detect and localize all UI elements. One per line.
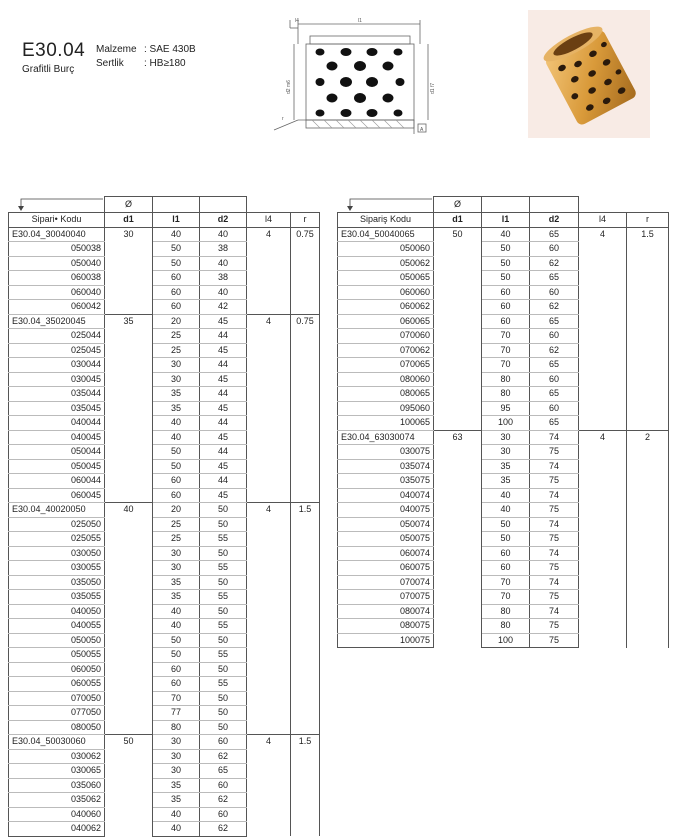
- parts-table-right: [337, 196, 669, 648]
- cell-l1: 40: [153, 430, 200, 445]
- order-code: 050060: [338, 242, 434, 257]
- cell-l1: 35: [153, 778, 200, 793]
- order-code: 025045: [9, 343, 105, 358]
- group-r: 1.5: [627, 227, 669, 430]
- cell-l1: 40: [482, 488, 530, 503]
- order-code: 070065: [338, 358, 434, 373]
- cell-l1: 40: [482, 503, 530, 518]
- cell-d2: 74: [530, 517, 579, 532]
- col-header-d2: d2: [200, 213, 247, 228]
- cell-d2: 50: [200, 575, 247, 590]
- cell-d2: 44: [200, 329, 247, 344]
- order-code: 070050: [9, 691, 105, 706]
- cell-d2: 74: [530, 488, 579, 503]
- order-code: 095060: [338, 401, 434, 416]
- cell-d2: 75: [530, 445, 579, 460]
- cell-l1: 50: [482, 532, 530, 547]
- cell-l1: 60: [153, 300, 200, 315]
- col-header-l1: l1: [482, 213, 530, 228]
- order-code: 035074: [338, 459, 434, 474]
- group-d1: 30: [105, 227, 153, 314]
- cell-d2: 45: [200, 430, 247, 445]
- cell-d2: 60: [530, 285, 579, 300]
- cell-d2: 60: [530, 401, 579, 416]
- order-code: 050062: [338, 256, 434, 271]
- dim-label-d2: d2 m6: [286, 80, 292, 94]
- cell-l1: 70: [482, 590, 530, 605]
- order-code: 100075: [338, 633, 434, 648]
- top-blank: [291, 197, 320, 213]
- top-blank: [247, 197, 291, 213]
- order-code: 080074: [338, 604, 434, 619]
- cell-d2: 44: [200, 416, 247, 431]
- material-label: Malzeme: [96, 44, 137, 55]
- order-code: 050038: [9, 242, 105, 257]
- order-code: 070075: [338, 590, 434, 605]
- order-code: 035075: [338, 474, 434, 489]
- cell-d2: 74: [530, 575, 579, 590]
- cell-d2: 50: [200, 517, 247, 532]
- cell-l1: 30: [153, 764, 200, 779]
- order-code: 040044: [9, 416, 105, 431]
- cell-l1: 40: [482, 227, 530, 242]
- cell-d2: 45: [200, 343, 247, 358]
- cell-d2: 60: [530, 372, 579, 387]
- top-spacer-l1: [153, 197, 200, 213]
- col-header-d2: d2: [530, 213, 579, 228]
- cell-l1: 60: [153, 474, 200, 489]
- cell-l1: 50: [482, 271, 530, 286]
- cell-l1: 80: [482, 604, 530, 619]
- dim-label-l4: l4: [295, 18, 299, 24]
- group-d1: 40: [105, 503, 153, 735]
- cell-l1: 25: [153, 517, 200, 532]
- order-code: 040055: [9, 619, 105, 634]
- cell-l1: 50: [482, 242, 530, 257]
- header-code: E30.04: [22, 40, 86, 61]
- cell-l1: 30: [153, 735, 200, 750]
- dim-label-l1: l1: [358, 18, 362, 24]
- col-header-d1: d1: [105, 213, 153, 228]
- cell-d2: 55: [200, 590, 247, 605]
- order-code: 040045: [9, 430, 105, 445]
- order-code: 025055: [9, 532, 105, 547]
- group-l4: 4: [247, 314, 291, 503]
- cell-l1: 60: [482, 546, 530, 561]
- cell-l1: 60: [482, 300, 530, 315]
- cell-d2: 50: [200, 604, 247, 619]
- table-row: [338, 227, 669, 242]
- table-row: [9, 314, 320, 329]
- cell-l1: 50: [153, 256, 200, 271]
- cell-l1: 100: [482, 633, 530, 648]
- order-code: 035050: [9, 575, 105, 590]
- cell-l1: 70: [482, 343, 530, 358]
- col-header-r: r: [291, 213, 320, 228]
- order-code-arrow: [338, 197, 434, 213]
- cell-l1: 50: [153, 445, 200, 460]
- cell-d2: 62: [530, 256, 579, 271]
- order-code: E30.04_40020050: [9, 503, 105, 518]
- cell-d2: 44: [200, 445, 247, 460]
- order-code: 050044: [9, 445, 105, 460]
- order-code: 030065: [9, 764, 105, 779]
- order-code: 040062: [9, 822, 105, 837]
- order-code: 035055: [9, 590, 105, 605]
- group-r: 1.5: [291, 735, 320, 837]
- group-l4: 4: [247, 227, 291, 314]
- cell-l1: 30: [153, 561, 200, 576]
- order-code: 050040: [9, 256, 105, 271]
- group-l4: 4: [247, 735, 291, 837]
- cell-l1: 30: [153, 358, 200, 373]
- order-code: 080065: [338, 387, 434, 402]
- cell-d2: 74: [530, 459, 579, 474]
- cell-d2: 44: [200, 387, 247, 402]
- order-code: E30.04_50030060: [9, 735, 105, 750]
- order-code: 060065: [338, 314, 434, 329]
- cell-d2: 44: [200, 358, 247, 373]
- order-code: 040074: [338, 488, 434, 503]
- cell-l1: 50: [482, 256, 530, 271]
- cell-l1: 50: [153, 648, 200, 663]
- cell-d2: 50: [200, 662, 247, 677]
- cell-l1: 50: [153, 242, 200, 257]
- cell-l1: 30: [482, 445, 530, 460]
- order-code: 030062: [9, 749, 105, 764]
- cell-d2: 75: [530, 619, 579, 634]
- group-r: 1.5: [291, 503, 320, 735]
- cell-l1: 35: [153, 575, 200, 590]
- cell-d2: 60: [200, 735, 247, 750]
- order-code: 030044: [9, 358, 105, 373]
- order-code: 035045: [9, 401, 105, 416]
- cell-l1: 20: [153, 314, 200, 329]
- order-code: 077050: [9, 706, 105, 721]
- order-code: 070074: [338, 575, 434, 590]
- order-code: 060038: [9, 271, 105, 286]
- order-code: 060042: [9, 300, 105, 315]
- cell-l1: 35: [153, 590, 200, 605]
- order-code: 060055: [9, 677, 105, 692]
- cell-l1: 80: [482, 372, 530, 387]
- group-d1: 63: [434, 430, 482, 648]
- cell-d2: 74: [530, 430, 579, 445]
- group-l4: 4: [579, 227, 627, 430]
- cell-d2: 62: [530, 300, 579, 315]
- cell-l1: 40: [153, 822, 200, 837]
- order-code: 060044: [9, 474, 105, 489]
- order-code: 060075: [338, 561, 434, 576]
- group-r: 0.75: [291, 314, 320, 503]
- group-d1: 35: [105, 314, 153, 503]
- dim-label-r: r: [282, 116, 284, 122]
- order-code: 040050: [9, 604, 105, 619]
- order-code: 060062: [338, 300, 434, 315]
- cell-d2: 38: [200, 271, 247, 286]
- order-code: 050074: [338, 517, 434, 532]
- technical-drawing: [268, 14, 446, 136]
- cell-d2: 38: [200, 242, 247, 257]
- top-blank: [579, 197, 627, 213]
- order-code: 060050: [9, 662, 105, 677]
- cell-l1: 80: [153, 720, 200, 735]
- cell-d2: 60: [530, 242, 579, 257]
- group-l4: 4: [247, 503, 291, 735]
- cell-l1: 80: [482, 619, 530, 634]
- cell-l1: 35: [153, 387, 200, 402]
- order-code: 070060: [338, 329, 434, 344]
- top-spacer-d2: [200, 197, 247, 213]
- group-d1: 50: [434, 227, 482, 430]
- order-code: 035062: [9, 793, 105, 808]
- cell-l1: 60: [482, 314, 530, 329]
- cell-d2: 55: [200, 677, 247, 692]
- group-d1: 50: [105, 735, 153, 837]
- top-spacer-l1: [482, 197, 530, 213]
- cell-d2: 75: [530, 474, 579, 489]
- cell-d2: 55: [200, 532, 247, 547]
- cell-l1: 60: [153, 285, 200, 300]
- cell-d2: 75: [530, 532, 579, 547]
- cell-l1: 95: [482, 401, 530, 416]
- order-code: E30.04_30040040: [9, 227, 105, 242]
- cell-l1: 70: [482, 329, 530, 344]
- cell-d2: 45: [200, 488, 247, 503]
- group-r: 0.75: [291, 227, 320, 314]
- order-code: 035060: [9, 778, 105, 793]
- table-row: [338, 430, 669, 445]
- material-value: : SAE 430B: [144, 44, 196, 55]
- order-code: E30.04_50040065: [338, 227, 434, 242]
- order-code: 100065: [338, 416, 434, 431]
- cell-d2: 75: [530, 503, 579, 518]
- cell-l1: 50: [153, 459, 200, 474]
- cell-l1: 70: [482, 358, 530, 373]
- order-code: 040075: [338, 503, 434, 518]
- cell-l1: 60: [482, 285, 530, 300]
- cell-l1: 30: [153, 372, 200, 387]
- cell-d2: 45: [200, 459, 247, 474]
- cell-d2: 55: [200, 648, 247, 663]
- order-code: E30.04_63030074: [338, 430, 434, 445]
- cell-d2: 45: [200, 401, 247, 416]
- cell-l1: 30: [482, 430, 530, 445]
- top-spacer-d2: [530, 197, 579, 213]
- cell-d2: 50: [200, 706, 247, 721]
- cell-d2: 62: [200, 822, 247, 837]
- order-code: 025044: [9, 329, 105, 344]
- cell-l1: 20: [153, 503, 200, 518]
- cell-l1: 35: [482, 474, 530, 489]
- hardness-spec: [96, 58, 186, 69]
- cell-d2: 50: [200, 546, 247, 561]
- cell-l1: 60: [153, 662, 200, 677]
- cell-l1: 60: [153, 488, 200, 503]
- cell-d2: 65: [530, 358, 579, 373]
- table-row: [9, 227, 320, 242]
- hardness-value: : HB≥180: [144, 58, 186, 69]
- diameter-symbol: Ø: [105, 197, 153, 213]
- material-spec: [96, 44, 196, 55]
- cell-d2: 65: [530, 314, 579, 329]
- order-code: 060040: [9, 285, 105, 300]
- cell-l1: 77: [153, 706, 200, 721]
- cell-l1: 70: [482, 575, 530, 590]
- order-code: 035044: [9, 387, 105, 402]
- cell-d2: 55: [200, 561, 247, 576]
- header-subtitle: Grafitli Burç: [22, 64, 75, 75]
- order-code: 060045: [9, 488, 105, 503]
- table-row: [9, 735, 320, 750]
- order-code: 030050: [9, 546, 105, 561]
- order-code: 080050: [9, 720, 105, 735]
- cell-l1: 40: [153, 619, 200, 634]
- cell-l1: 70: [153, 691, 200, 706]
- order-code: 050055: [9, 648, 105, 663]
- cell-d2: 40: [200, 227, 247, 242]
- cell-d2: 74: [530, 546, 579, 561]
- order-code: E30.04_35020045: [9, 314, 105, 329]
- col-header-l4: l4: [579, 213, 627, 228]
- parts-table-left: [8, 196, 320, 837]
- cell-l1: 40: [153, 604, 200, 619]
- order-code: 030075: [338, 445, 434, 460]
- cell-l1: 100: [482, 416, 530, 431]
- order-code: 050045: [9, 459, 105, 474]
- cell-d2: 75: [530, 633, 579, 648]
- col-header-d1: d1: [434, 213, 482, 228]
- cell-d2: 65: [530, 387, 579, 402]
- cell-l1: 25: [153, 329, 200, 344]
- hardness-label: Sertlik: [96, 58, 124, 69]
- cell-l1: 35: [153, 793, 200, 808]
- cell-l1: 50: [482, 517, 530, 532]
- cell-d2: 60: [530, 329, 579, 344]
- cell-d2: 50: [200, 691, 247, 706]
- cell-d2: 62: [200, 749, 247, 764]
- cell-l1: 40: [153, 807, 200, 822]
- cell-d2: 45: [200, 372, 247, 387]
- cell-d2: 65: [530, 271, 579, 286]
- order-code: 030045: [9, 372, 105, 387]
- order-code: 060060: [338, 285, 434, 300]
- group-l4: 4: [579, 430, 627, 648]
- cell-l1: 25: [153, 532, 200, 547]
- cell-d2: 75: [530, 561, 579, 576]
- datum-label-a: A: [420, 127, 424, 133]
- diameter-symbol: Ø: [434, 197, 482, 213]
- table-row: [9, 503, 320, 518]
- cell-d2: 55: [200, 619, 247, 634]
- cell-l1: 40: [153, 227, 200, 242]
- cell-d2: 50: [200, 720, 247, 735]
- order-code: 025050: [9, 517, 105, 532]
- order-code: 050075: [338, 532, 434, 547]
- cell-l1: 60: [482, 561, 530, 576]
- cell-d2: 44: [200, 474, 247, 489]
- col-header-l4: l4: [247, 213, 291, 228]
- order-code: 070062: [338, 343, 434, 358]
- order-code: 080060: [338, 372, 434, 387]
- cell-d2: 62: [530, 343, 579, 358]
- cell-l1: 40: [153, 416, 200, 431]
- cell-d2: 60: [200, 807, 247, 822]
- cell-d2: 74: [530, 604, 579, 619]
- cell-d2: 40: [200, 256, 247, 271]
- cell-l1: 30: [153, 546, 200, 561]
- cell-d2: 75: [530, 590, 579, 605]
- order-code: 080075: [338, 619, 434, 634]
- cell-l1: 35: [153, 401, 200, 416]
- col-header-code: Sipariş Kodu: [338, 213, 434, 228]
- cell-l1: 25: [153, 343, 200, 358]
- cell-l1: 50: [153, 633, 200, 648]
- cell-l1: 30: [153, 749, 200, 764]
- cell-d2: 60: [200, 778, 247, 793]
- cell-d2: 65: [530, 416, 579, 431]
- order-code-arrow: [9, 197, 105, 213]
- dim-label-d1: d1 f7: [430, 82, 436, 94]
- cell-d2: 65: [200, 764, 247, 779]
- order-code: 050065: [338, 271, 434, 286]
- cell-d2: 62: [200, 793, 247, 808]
- cell-d2: 40: [200, 285, 247, 300]
- order-code: 050050: [9, 633, 105, 648]
- cell-d2: 45: [200, 314, 247, 329]
- cell-l1: 60: [153, 677, 200, 692]
- col-header-code: Sipari• Kodu: [9, 213, 105, 228]
- cell-l1: 60: [153, 271, 200, 286]
- cell-d2: 65: [530, 227, 579, 242]
- order-code: 060074: [338, 546, 434, 561]
- col-header-l1: l1: [153, 213, 200, 228]
- cell-l1: 80: [482, 387, 530, 402]
- cell-d2: 50: [200, 633, 247, 648]
- order-code: 040060: [9, 807, 105, 822]
- group-r: 2: [627, 430, 669, 648]
- cell-d2: 50: [200, 503, 247, 518]
- top-blank: [627, 197, 669, 213]
- bushing-photo: [528, 10, 650, 138]
- order-code: 030055: [9, 561, 105, 576]
- cell-d2: 42: [200, 300, 247, 315]
- col-header-r: r: [627, 213, 669, 228]
- cell-l1: 35: [482, 459, 530, 474]
